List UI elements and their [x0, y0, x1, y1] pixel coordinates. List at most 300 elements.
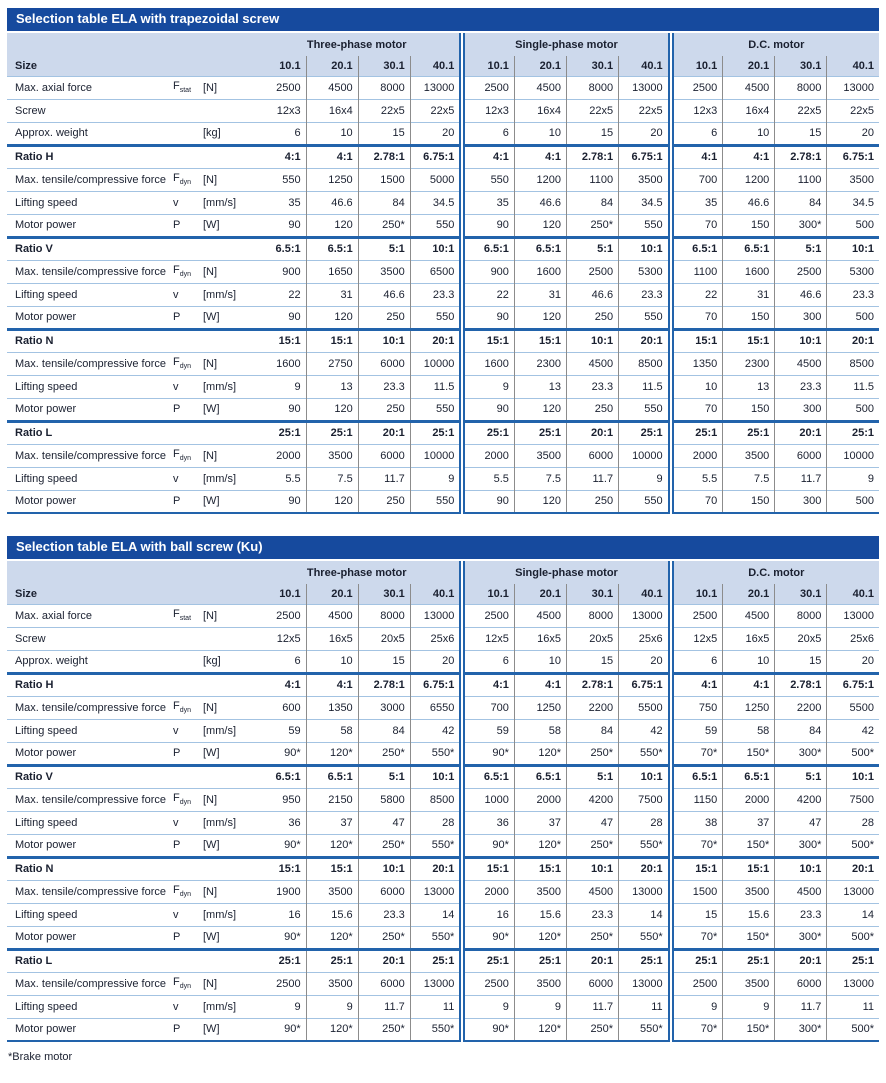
value-cell: 14 — [619, 903, 671, 926]
row-symbol: $F_{dyn}$ — [173, 448, 192, 463]
value-cell: 1100 — [567, 168, 619, 191]
value-cell: 12x3 — [462, 99, 514, 122]
size-value-cell: 10.1 — [671, 56, 723, 76]
value-cell: 6550 — [410, 696, 462, 719]
value-cell: 47 — [775, 811, 827, 834]
row-symbol: P — [173, 311, 181, 323]
spec-row — [7, 122, 879, 145]
value-cell: 120 — [514, 398, 566, 421]
value-cell: 2200 — [567, 696, 619, 719]
value-cell: 6 — [671, 122, 723, 145]
row-label: Ratio H — [15, 679, 54, 691]
value-cell: 2500 — [462, 972, 514, 995]
value-cell: 500* — [827, 926, 879, 949]
value-cell: 36 — [288, 816, 301, 829]
size-value-cell: 30.1 — [567, 584, 619, 604]
row-symbol: P — [173, 931, 181, 943]
value-cell: 2500 — [567, 260, 619, 283]
value-cell: 500* — [827, 742, 879, 765]
data-row — [7, 467, 879, 490]
row-unit: [kg] — [203, 127, 221, 139]
value-cell: 500* — [827, 834, 879, 857]
ratio-value-cell: 25:1 — [514, 421, 566, 444]
value-cell: 12x3 — [276, 104, 301, 117]
row-unit: [W] — [203, 495, 220, 508]
ratio-value-cell: 20:1 — [827, 857, 879, 880]
row-unit — [203, 949, 254, 972]
size-value-cell: 40.1 — [410, 56, 462, 76]
ratio-value-cell: 20:1 — [358, 949, 410, 972]
value-cell: 9 — [827, 467, 879, 490]
row-symbol: $F_{dyn}$ — [173, 884, 192, 899]
value-cell: 12x5 — [276, 632, 301, 645]
ratio-value-cell: 6.75:1 — [410, 673, 462, 696]
value-cell: 7.5 — [723, 467, 775, 490]
table-body — [7, 561, 879, 1041]
ratio-value-cell: 10:1 — [410, 765, 462, 788]
selection-table — [7, 33, 879, 514]
ratio-header-row — [7, 145, 879, 168]
value-cell: 3500 — [723, 444, 775, 467]
value-cell: 120* — [306, 926, 358, 949]
value-cell: 90* — [284, 747, 301, 759]
value-cell: 9 — [514, 995, 566, 1018]
value-cell: 4500 — [567, 352, 619, 375]
value-cell: 84 — [567, 191, 619, 214]
ratio-value-cell: 25:1 — [514, 949, 566, 972]
row-symbol — [173, 99, 203, 122]
value-cell: 3500 — [306, 972, 358, 995]
row-symbol — [173, 650, 203, 673]
value-cell: 500 — [827, 306, 879, 329]
value-cell: 120 — [306, 490, 358, 513]
value-cell: 13000 — [619, 604, 671, 627]
value-cell: 10 — [723, 650, 775, 673]
value-cell: 120* — [514, 926, 566, 949]
value-cell: 25x6 — [619, 627, 671, 650]
value-cell: 120* — [306, 1018, 358, 1041]
row-unit: [N] — [203, 265, 218, 278]
value-cell: 70 — [671, 490, 723, 513]
table-title: Selection table ELA with trapezoidal screw — [16, 11, 280, 26]
value-cell: 70 — [671, 306, 723, 329]
value-cell: 59 — [671, 719, 723, 742]
value-cell: 42 — [410, 719, 462, 742]
row-label: Max. tensile/compressive force — [15, 793, 166, 806]
size-value-cell: 10.1 — [254, 56, 306, 76]
size-value-cell: 20.1 — [514, 584, 566, 604]
value-cell: 8000 — [358, 604, 410, 627]
row-label: Lifting speed — [15, 724, 78, 737]
ratio-value-cell: 20:1 — [775, 949, 827, 972]
row-unit: [mm/s] — [203, 380, 236, 393]
row-label: Lifting speed — [15, 380, 78, 393]
data-row — [7, 880, 879, 903]
data-row — [7, 788, 879, 811]
value-cell: 120 — [306, 214, 358, 237]
value-cell: 20 — [410, 122, 462, 145]
ratio-value-cell: 15:1 — [723, 857, 775, 880]
value-cell: 58 — [306, 719, 358, 742]
ratio-value-cell: 15:1 — [671, 857, 723, 880]
value-cell: 550 — [619, 306, 671, 329]
ratio-value-cell: 25:1 — [306, 421, 358, 444]
value-cell: 250* — [567, 926, 619, 949]
row-symbol: P — [173, 1023, 181, 1036]
value-cell: 1100 — [671, 260, 723, 283]
row-unit: [N] — [203, 173, 218, 186]
size-value-cell: 30.1 — [775, 584, 827, 604]
motor-group-header: Single-phase motor — [462, 561, 670, 584]
value-cell: 84 — [775, 191, 827, 214]
symbol-subscript: stat — [179, 615, 192, 623]
ratio-value-cell: 2.78:1 — [775, 673, 827, 696]
value-cell: 8000 — [567, 604, 619, 627]
selection-table-trapezoidal-screw — [7, 8, 879, 514]
value-cell: 28 — [619, 811, 671, 834]
value-cell: 10 — [514, 122, 566, 145]
data-row — [7, 696, 879, 719]
data-row — [7, 972, 879, 995]
value-cell: 6 — [294, 127, 301, 139]
value-cell: 28 — [410, 811, 462, 834]
value-cell: 2500 — [462, 604, 514, 627]
value-cell: 23.3 — [827, 283, 879, 306]
value-cell: 550 — [410, 398, 462, 421]
value-cell: 15.6 — [514, 903, 566, 926]
value-cell: 15.6 — [723, 903, 775, 926]
ratio-value-cell: 10:1 — [358, 329, 410, 352]
value-cell: 1600 — [514, 260, 566, 283]
row-label: Motor power — [15, 311, 77, 323]
size-value-cell: 40.1 — [410, 584, 462, 604]
value-cell: 1150 — [671, 788, 723, 811]
value-cell: 300* — [775, 1018, 827, 1041]
ratio-value-cell: 15:1 — [671, 329, 723, 352]
ratio-value-cell: 2.78:1 — [358, 145, 410, 168]
value-cell: 9 — [462, 995, 514, 1018]
ratio-value-cell: 25:1 — [723, 949, 775, 972]
value-cell: 1600 — [276, 357, 301, 370]
ratio-value-cell: 2.78:1 — [775, 145, 827, 168]
value-cell: 550 — [619, 214, 671, 237]
value-cell: 25x6 — [827, 627, 879, 650]
row-unit: [N] — [203, 609, 218, 622]
value-cell: 3500 — [827, 168, 879, 191]
value-cell: 13000 — [410, 880, 462, 903]
value-cell: 120* — [514, 1018, 566, 1041]
ratio-value-cell: 20:1 — [567, 421, 619, 444]
value-cell: 15 — [775, 650, 827, 673]
value-cell: 4200 — [567, 788, 619, 811]
value-cell: 13000 — [619, 76, 671, 99]
value-cell: 10000 — [827, 444, 879, 467]
ratio-value-cell: 15:1 — [514, 857, 566, 880]
ratio-value-cell: 15:1 — [462, 329, 514, 352]
value-cell: 2000 — [514, 788, 566, 811]
value-cell: 4500 — [306, 76, 358, 99]
value-cell: 9 — [671, 995, 723, 1018]
value-cell: 10000 — [410, 352, 462, 375]
value-cell: 31 — [723, 283, 775, 306]
ratio-header-row — [7, 237, 879, 260]
value-cell: 20 — [827, 650, 879, 673]
value-cell: 2300 — [514, 352, 566, 375]
row-label: Lifting speed — [15, 472, 78, 485]
value-cell: 22x5 — [827, 99, 879, 122]
value-cell: 2500 — [276, 977, 301, 990]
data-row — [7, 903, 879, 926]
motor-group-header: D.C. motor — [671, 561, 879, 584]
row-symbol: v — [173, 472, 179, 485]
size-value-cell: 30.1 — [358, 584, 410, 604]
value-cell: 6000 — [775, 972, 827, 995]
motor-group-header-row — [7, 561, 879, 584]
value-cell: 46.6 — [723, 191, 775, 214]
size-value-cell: 30.1 — [358, 56, 410, 76]
value-cell: 6000 — [358, 352, 410, 375]
value-cell: 120* — [514, 834, 566, 857]
size-value-cell: 40.1 — [827, 56, 879, 76]
ratio-value-cell: 4:1 — [723, 673, 775, 696]
value-cell: 14 — [410, 903, 462, 926]
row-unit: [N] — [203, 793, 218, 806]
ratio-value-cell: 20:1 — [775, 421, 827, 444]
value-cell: 120* — [306, 742, 358, 765]
value-cell: 550 — [410, 306, 462, 329]
row-symbol — [173, 765, 203, 788]
ratio-value-cell: 4:1 — [671, 673, 723, 696]
value-cell: 13 — [723, 375, 775, 398]
value-cell: 15 — [567, 122, 619, 145]
row-symbol — [173, 673, 203, 696]
value-cell: 6000 — [358, 444, 410, 467]
value-cell: 15 — [671, 903, 723, 926]
value-cell: 2000 — [723, 788, 775, 811]
value-cell: 59 — [288, 724, 301, 737]
row-symbol — [173, 122, 203, 145]
row-symbol: $F_{dyn}$ — [173, 172, 192, 187]
value-cell: 90* — [462, 834, 514, 857]
value-cell: 5300 — [827, 260, 879, 283]
row-unit — [203, 145, 254, 168]
row-label: Max. tensile/compressive force — [15, 265, 166, 278]
row-symbol — [173, 584, 203, 604]
ratio-value-cell: 20:1 — [567, 949, 619, 972]
value-cell: 500 — [827, 490, 879, 513]
data-row — [7, 1018, 879, 1041]
row-label: Max. tensile/compressive force — [15, 449, 166, 462]
value-cell: 550 — [619, 398, 671, 421]
value-cell: 20 — [410, 650, 462, 673]
value-cell: 23.3 — [410, 283, 462, 306]
value-cell: 58 — [723, 719, 775, 742]
ratio-value-cell: 15:1 — [462, 857, 514, 880]
row-symbol: P — [173, 219, 181, 231]
value-cell: 1350 — [306, 696, 358, 719]
row-symbol — [173, 237, 203, 260]
ratio-value-cell: 6.5:1 — [671, 237, 723, 260]
table-body — [7, 33, 879, 513]
selection-table-ball-screw — [7, 536, 879, 1042]
ratio-value-cell: 4:1 — [514, 145, 566, 168]
row-symbol — [173, 857, 203, 880]
row-unit: [W] — [203, 1023, 220, 1036]
row-unit — [203, 421, 254, 444]
row-unit: [mm/s] — [203, 472, 236, 485]
row-unit: [W] — [203, 219, 220, 231]
value-cell: 6000 — [567, 444, 619, 467]
value-cell: 500 — [827, 214, 879, 237]
value-cell: 46.6 — [567, 283, 619, 306]
ratio-value-cell: 20:1 — [827, 329, 879, 352]
value-cell: 1500 — [358, 168, 410, 191]
value-cell: 550* — [619, 742, 671, 765]
row-unit — [203, 56, 254, 76]
data-row — [7, 398, 879, 421]
value-cell: 13 — [306, 375, 358, 398]
row-unit — [203, 584, 254, 604]
row-unit: [mm/s] — [203, 816, 236, 829]
ratio-value-cell: 6.5:1 — [723, 765, 775, 788]
row-unit: [mm/s] — [203, 908, 236, 921]
value-cell: 1200 — [723, 168, 775, 191]
value-cell: 250 — [567, 490, 619, 513]
size-value-cell: 40.1 — [619, 56, 671, 76]
value-cell: 42 — [619, 719, 671, 742]
value-cell: 47 — [358, 811, 410, 834]
value-cell: 250* — [567, 742, 619, 765]
value-cell: 13000 — [619, 972, 671, 995]
value-cell: 37 — [514, 811, 566, 834]
ratio-value-cell: 25:1 — [619, 949, 671, 972]
row-symbol: v — [173, 380, 179, 393]
ratio-value-cell: 15:1 — [306, 329, 358, 352]
size-value-cell: 10.1 — [671, 584, 723, 604]
spec-row — [7, 627, 879, 650]
value-cell: 250 — [567, 398, 619, 421]
value-cell: 15 — [358, 122, 410, 145]
symbol-subscript: dyn — [179, 799, 192, 807]
value-cell: 550 — [410, 214, 462, 237]
symbol-subscript: dyn — [179, 891, 192, 899]
value-cell: 84 — [775, 719, 827, 742]
value-cell: 16 — [462, 903, 514, 926]
spec-row — [7, 604, 879, 627]
ratio-value-cell: 5:1 — [775, 237, 827, 260]
value-cell: 6 — [294, 655, 301, 667]
value-cell: 500 — [827, 398, 879, 421]
table-title-bar — [7, 536, 879, 559]
ratio-value-cell: 4:1 — [284, 151, 301, 163]
value-cell: 13000 — [827, 880, 879, 903]
row-unit — [203, 99, 254, 122]
value-cell: 11 — [619, 995, 671, 1018]
ratio-value-cell: 10:1 — [358, 857, 410, 880]
ratio-value-cell: 4:1 — [306, 673, 358, 696]
value-cell: 120* — [306, 834, 358, 857]
row-unit: [mm/s] — [203, 196, 236, 209]
ratio-value-cell: 6.75:1 — [410, 145, 462, 168]
row-unit: [mm/s] — [203, 1000, 236, 1013]
value-cell: 23.3 — [567, 375, 619, 398]
header-spacer — [7, 33, 254, 56]
symbol-subscript: dyn — [179, 179, 192, 187]
value-cell: 15 — [775, 122, 827, 145]
value-cell: 70* — [671, 834, 723, 857]
value-cell: 4500 — [514, 76, 566, 99]
row-symbol: $F_{dyn}$ — [173, 264, 192, 279]
ratio-value-cell: 20:1 — [619, 329, 671, 352]
size-value-cell: 20.1 — [723, 584, 775, 604]
row-symbol: v — [173, 724, 179, 737]
motor-group-header: D.C. motor — [671, 33, 879, 56]
value-cell: 10 — [306, 650, 358, 673]
value-cell: 250* — [358, 214, 410, 237]
value-cell: 5.5 — [462, 467, 514, 490]
value-cell: 1600 — [723, 260, 775, 283]
value-cell: 2000 — [276, 449, 301, 462]
row-label: Lifting speed — [15, 908, 78, 921]
size-value-cell: 20.1 — [723, 56, 775, 76]
value-cell: 3500 — [306, 444, 358, 467]
row-unit: [N] — [203, 357, 218, 370]
value-cell: 13000 — [827, 76, 879, 99]
value-cell: 2500 — [276, 609, 301, 622]
value-cell: 300 — [775, 306, 827, 329]
size-value-cell: 40.1 — [619, 584, 671, 604]
value-cell: 2500 — [671, 604, 723, 627]
value-cell: 13000 — [410, 76, 462, 99]
value-cell: 13000 — [410, 972, 462, 995]
value-cell: 46.6 — [306, 191, 358, 214]
data-row — [7, 811, 879, 834]
ratio-value-cell: 25:1 — [827, 949, 879, 972]
row-unit: [W] — [203, 403, 220, 415]
value-cell: 35 — [288, 196, 301, 209]
ratio-value-cell: 25:1 — [827, 421, 879, 444]
value-cell: 90 — [462, 306, 514, 329]
value-cell: 9 — [306, 995, 358, 1018]
value-cell: 36 — [462, 811, 514, 834]
value-cell: 6000 — [358, 972, 410, 995]
value-cell: 15.6 — [306, 903, 358, 926]
row-unit: [mm/s] — [203, 288, 236, 301]
ratio-value-cell: 2.78:1 — [567, 673, 619, 696]
value-cell: 90 — [288, 219, 301, 231]
value-cell: 38 — [671, 811, 723, 834]
value-cell: 42 — [827, 719, 879, 742]
value-cell: 900 — [282, 265, 301, 278]
value-cell: 37 — [723, 811, 775, 834]
size-value-cell: 20.1 — [306, 584, 358, 604]
ratio-value-cell: 15:1 — [278, 863, 301, 875]
row-unit: [N] — [203, 885, 218, 898]
value-cell: 6000 — [567, 972, 619, 995]
value-cell: 22x5 — [410, 99, 462, 122]
value-cell: 16x4 — [723, 99, 775, 122]
value-cell: 120 — [514, 214, 566, 237]
value-cell: 47 — [567, 811, 619, 834]
value-cell: 1650 — [306, 260, 358, 283]
value-cell: 2500 — [671, 76, 723, 99]
ratio-value-cell: 20:1 — [358, 421, 410, 444]
row-symbol: $F_{stat}$ — [173, 80, 192, 95]
row-symbol: v — [173, 288, 179, 301]
value-cell: 1600 — [462, 352, 514, 375]
ratio-value-cell: 4:1 — [284, 679, 301, 691]
size-value-cell: 30.1 — [567, 56, 619, 76]
